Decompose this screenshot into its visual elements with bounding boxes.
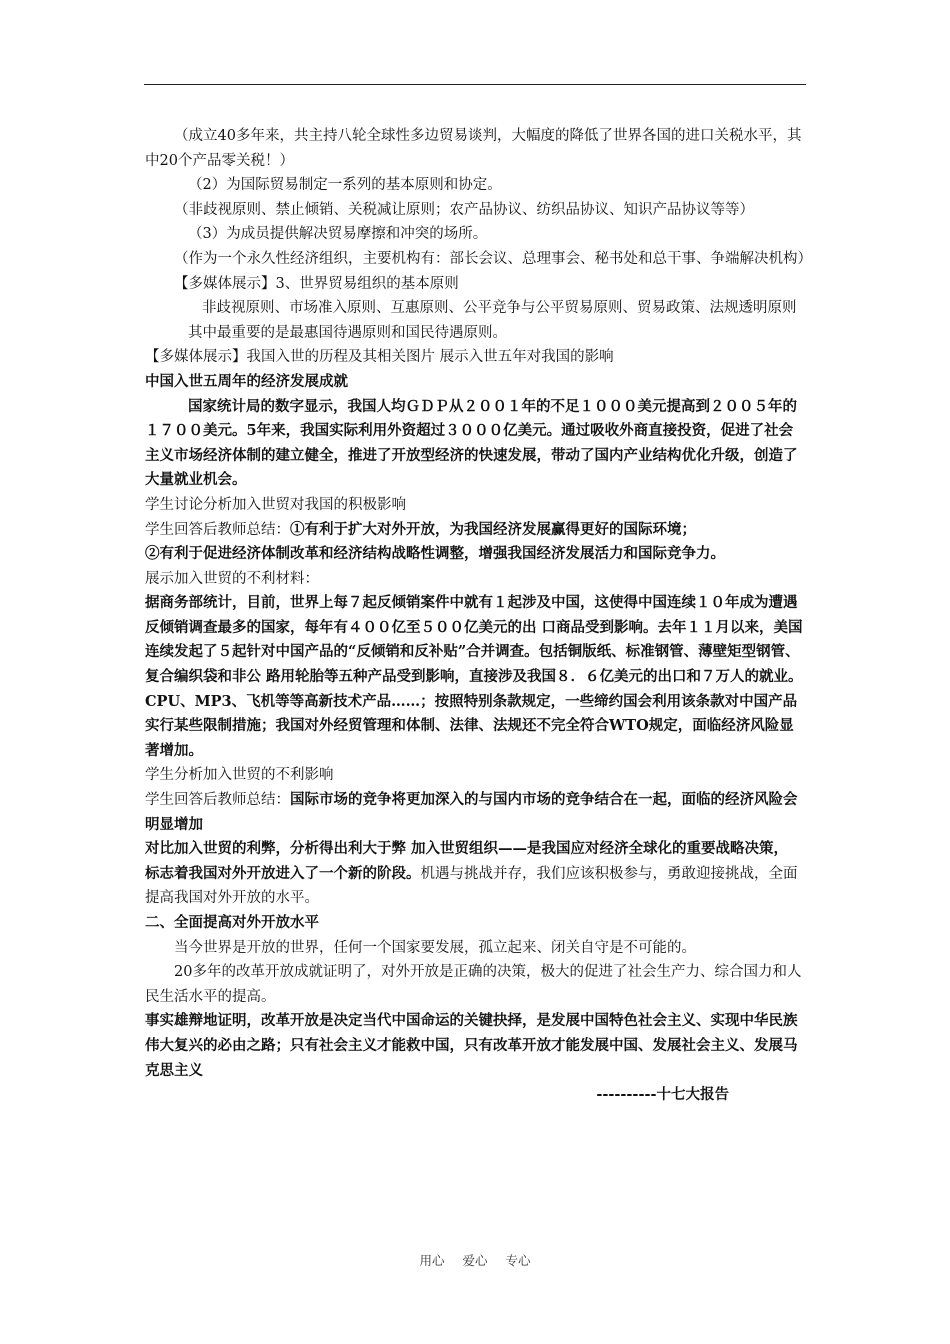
paragraph: CPU、MP3、飞机等等高新技术产品……；按照特别条款规定，一些缔约国会利用该条款对中国产品实行某些限制措施；我国对外经贸管理和体制、法律、法规还不完全符合WTO规定，面临经济风险显著增加。: [145, 692, 798, 759]
paragraph: ②有利于促进经济体制改革和经济结构战略性调整，增强我国经济发展活力和国际竞争力。: [145, 545, 725, 563]
paragraph: （3）为成员提供解决贸易摩擦和冲突的场所。: [188, 226, 488, 243]
paragraph: （非歧视原则、禁止倾销、关税减让原则；农产品协议、纺织品协议、知识产品协议等等）: [174, 201, 754, 218]
paragraph-emphasis: 对比加入世贸的利弊，分析得出利大于弊 加入世贸组织——是我国应对经济全球化的重要战略决策， 标志着我国对外开放进入了一个新的阶段。: [145, 840, 789, 882]
paragraph: [145, 518, 807, 543]
quote-source: ----------十七大报告: [596, 1086, 729, 1104]
paragraph-lead: 学生回答后教师总结：: [145, 521, 290, 538]
paragraph: （作为一个永久性经济组织，主要机构有：部长会议、总理事会、秘书处和总干事、争端解决机构）: [174, 250, 812, 267]
paragraph: 非歧视原则、市场准入原则、互惠原则、公平竞争与公平贸易原则、贸易政策、法规透明原则: [202, 300, 797, 317]
document-body: [145, 124, 812, 1108]
paragraph: 国家统计局的数字显示，我国人均ＧＤＰ从２００１年的不足１０００美元提高到２００５年的１７００美元。5年来，我国实际利用外资超过３０００亿美元。通过吸收外商直接投资，促进了社会主义市场经济体制的建立健全，推进了开放型经济的快速发展，带动了国内产业结构优化升级，创造了大量就业机会。: [145, 397, 798, 489]
paragraph: 其中最重要的是最惠国待遇原则和国民待遇原则。: [188, 324, 507, 341]
section-heading: 中国入世五周年的经济发展成就: [145, 372, 348, 390]
paragraph: 学生讨论分析加入世贸对我国的积极影响: [145, 496, 406, 513]
paragraph-emphasis: ①有利于扩大对外开放，为我国经济发展赢得更好的国际环境；: [290, 520, 696, 538]
section-heading: 二、全面提高对外开放水平: [145, 914, 319, 931]
paragraph: 学生分析加入世贸的不利影响: [145, 767, 334, 784]
header-rule: [144, 84, 806, 85]
paragraph: 当今世界是开放的世界，任何一个国家要发展，孤立起来、闭关自守是不可能的。: [174, 939, 696, 956]
quote: 事实雄辩地证明，改革开放是决定当代中国命运的关键抉择，是发展中国特色社会主义、实现中华民族伟大复兴的必由之路；只有社会主义才能救中国，只有改革开放才能发展中国、发展社会主义、发展马克思主义: [145, 1012, 798, 1079]
paragraph: 【多媒体展示】我国入世的历程及其相关图片 展示入世五年对我国的影响: [145, 349, 614, 366]
paragraph: [145, 788, 807, 837]
paragraph: 【多媒体展示】3、世界贸易组织的基本原则: [174, 275, 459, 292]
paragraph-tail: 机遇与挑战并存，我们应该积极参与，勇敢迎接挑战，全面提高我国对外开放的水平。: [145, 865, 798, 907]
paragraph-lead: 学生回答后教师总结：: [145, 792, 290, 809]
paragraph: 20多年的改革开放成就证明了，对外开放是正确的决策，极大的促进了社会生产力、综合国力和人民生活水平的提高。: [145, 964, 802, 1005]
paragraph-emphasis: 国际市场的竞争将更加深入的与国内市场的竞争结合在一起，面临的经济风险会明显增加: [145, 791, 798, 833]
page-footer: 用心 爱心 专心: [419, 1253, 531, 1268]
paragraph: [145, 837, 807, 911]
paragraph: （成立40多年来，共主持八轮全球性多边贸易谈判，大幅度的降低了世界各国的进口关税水平，其中20个产品零关税！）: [145, 128, 802, 169]
paragraph: 展示加入世贸的不利材料：: [145, 570, 319, 587]
paragraph: （2）为国际贸易制定一系列的基本原则和协定。: [188, 177, 502, 194]
paragraph: 据商务部统计，目前，世界上每７起反倾销案件中就有１起涉及中国，这使得中国连续１０年成为遭遇反倾销调查最多的国家，每年有４００亿至５００亿美元的出 口商品受到影响。去年１１月以来，美国连续发起了５起针对中国产品的“反倾销和反补贴”合并调查。包括铜版纸、标准钢管、薄壁矩型钢管、复合编织袋和非公 路用轮胎等五种产品受到影响，直接涉及我国８．６亿美元的出口和７万人的就业。: [145, 594, 803, 686]
